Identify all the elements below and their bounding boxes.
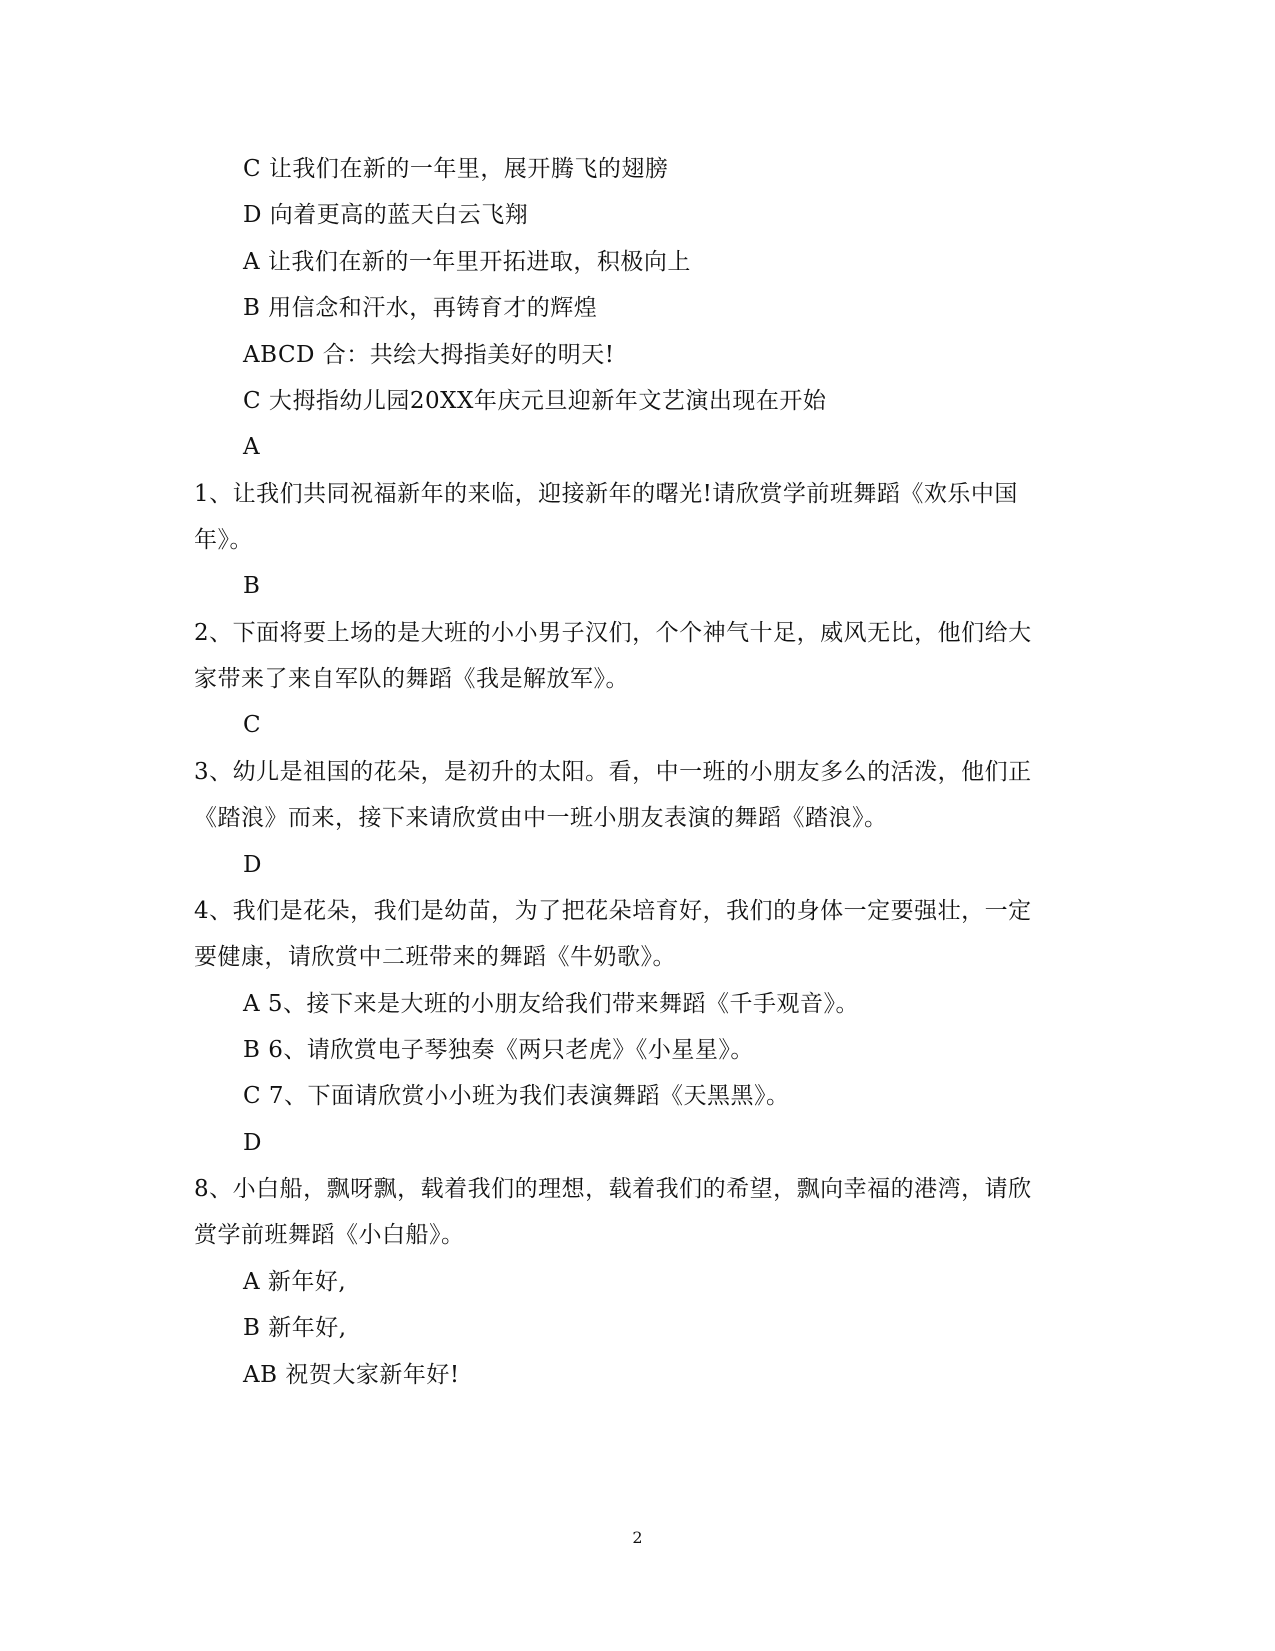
text-line: 赏学前班舞蹈《小白船》。 — [194, 1222, 465, 1248]
text-line: 年》。 — [194, 527, 253, 553]
text-line: A 新年好, — [243, 1269, 347, 1295]
page-number: 2 — [632, 1528, 643, 1547]
text-line: B 新年好, — [243, 1315, 347, 1341]
text-line: 1、让我们共同祝福新年的来临，迎接新年的曙光!请欣赏学前班舞蹈《欢乐中国 — [194, 481, 1018, 507]
text-line: C 让我们在新的一年里，展开腾飞的翅膀 — [243, 156, 669, 182]
speaker-label: D — [243, 852, 262, 878]
text-line: AB 祝贺大家新年好! — [243, 1362, 460, 1388]
text-line: 4、我们是花朵，我们是幼苗，为了把花朵培育好，我们的身体一定要强壮，一定 — [194, 898, 1032, 924]
text-line: D 向着更高的蓝天白云飞翔 — [243, 202, 529, 228]
text-line: 家带来了来自军队的舞蹈《我是解放军》。 — [194, 666, 629, 692]
speaker-label: A — [243, 434, 261, 460]
speaker-label: D — [243, 1130, 262, 1156]
text-line: B 用信念和汗水，再铸育才的辉煌 — [243, 295, 598, 321]
text-line: C 大拇指幼儿园20XX年庆元旦迎新年文艺演出现在开始 — [243, 388, 827, 414]
text-line: A 让我们在新的一年里开拓进取，积极向上 — [243, 249, 691, 275]
text-line: 8、小白船，飘呀飘，载着我们的理想，载着我们的希望，飘向幸福的港湾，请欣 — [194, 1176, 1032, 1202]
text-line: B 6、请欣赏电子琴独奏《两只老虎》《小星星》。 — [243, 1037, 754, 1063]
text-line: 《踏浪》而来，接下来请欣赏由中一班小朋友表演的舞蹈《踏浪》。 — [194, 805, 888, 831]
speaker-label: C — [243, 712, 262, 738]
text-line: 3、幼儿是祖国的花朵，是初升的太阳。看，中一班的小朋友多么的活泼，他们正 — [194, 759, 1032, 785]
text-line: 要健康，请欣赏中二班带来的舞蹈《牛奶歌》。 — [194, 944, 676, 970]
text-line: C 7、下面请欣赏小小班为我们表演舞蹈《天黑黑》。 — [243, 1083, 790, 1109]
speaker-label: B — [243, 573, 261, 599]
text-line: 2、下面将要上场的是大班的小小男子汉们，个个神气十足，威风无比，他们给大 — [194, 620, 1032, 646]
text-line: ABCD 合：共绘大拇指美好的明天! — [243, 342, 615, 368]
text-line: A 5、接下来是大班的小朋友给我们带来舞蹈《千手观音》。 — [243, 991, 860, 1017]
